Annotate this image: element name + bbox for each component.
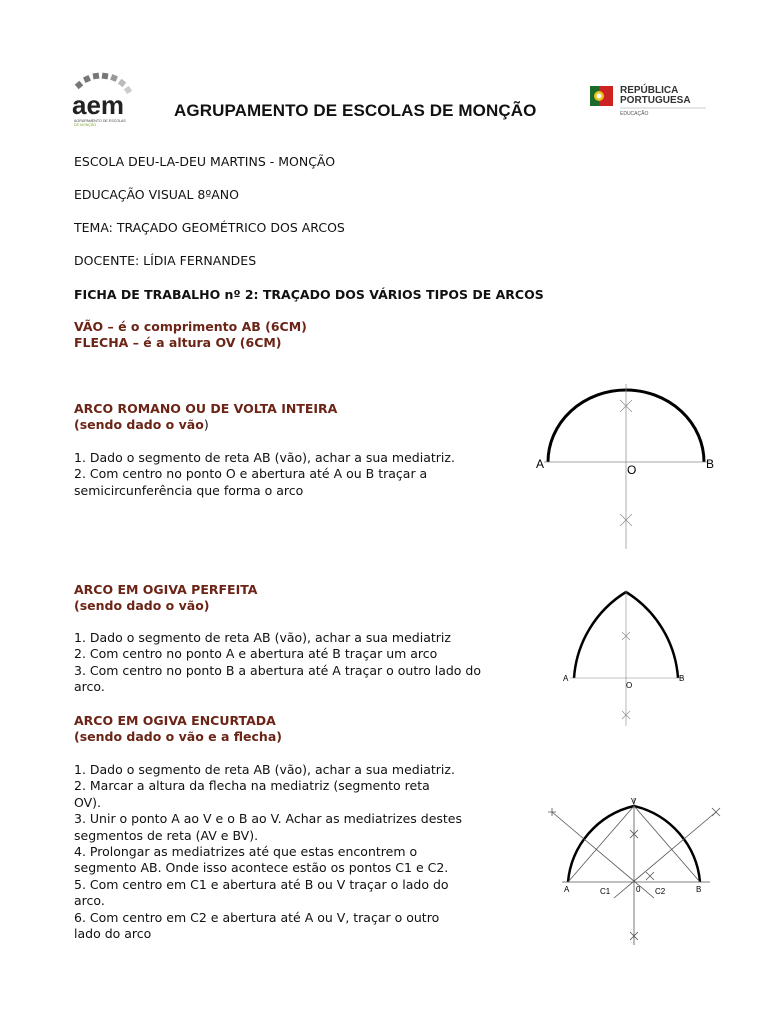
step-line: 2. Com centro no ponto O e abertura até A ou B traçar a	[74, 466, 428, 482]
step-line: 6. Com centro em C2 e abertura até A ou V, traçar o outro	[74, 909, 440, 925]
page-title: AGRUPAMENTO DE ESCOLAS DE MONÇÃO	[174, 101, 537, 120]
worksheet-title: FICHA DE TRABALHO nº 2: TRAÇADO DOS VÁRIOS TIPOS DE ARCOS	[74, 287, 544, 302]
label-c1: C1	[600, 887, 611, 896]
svg-text:AGRUPAMENTO DE ESCOLAS: AGRUPAMENTO DE ESCOLAS	[74, 119, 126, 123]
section-encurtada-steps	[74, 762, 462, 942]
label-a: A	[563, 674, 569, 683]
arco-ogiva-encurtada-diagram	[540, 790, 730, 950]
step-line: lado do arco	[74, 926, 152, 942]
section-encurtada-subtitle: (sendo dado o vão e a flecha)	[74, 729, 282, 744]
flag-icon	[590, 86, 613, 106]
step-line: 3. Unir o ponto A ao V e o B ao V. Achar as mediatrizes destes	[74, 811, 463, 827]
step-line: segmento AB. Onde isso acontece estão os pontos C1 e C2.	[74, 860, 449, 876]
step-line: 1. Dado o segmento de reta AB (vão), achar a sua mediatriz.	[74, 762, 455, 777]
step-line: 4. Prolongar as mediatrizes até que estas encontrem o	[74, 844, 418, 860]
label-o: O	[627, 463, 637, 477]
republica-logo	[588, 80, 712, 120]
svg-text:DE MONÇÃO: DE MONÇÃO	[74, 123, 97, 127]
step-line: 3. Com centro no ponto B a abertura até A traçar o outro lado do	[74, 662, 482, 678]
teacher-line: DOCENTE: LÍDIA FERNANDES	[74, 253, 257, 268]
section-romano-steps	[74, 450, 455, 499]
definition-vao: VÃO – é o comprimento AB (6CM)	[74, 319, 307, 334]
step-line: arco.	[74, 893, 105, 909]
step-line: segmentos de reta (AV e BV).	[74, 827, 259, 843]
definition-flecha: FLECHA – é a altura OV (6CM)	[74, 335, 282, 350]
svg-text:EDUCAÇÃO: EDUCAÇÃO	[620, 111, 649, 117]
step-line: 5. Com centro em C1 e abertura até B ou V traçar o lado do	[74, 876, 449, 892]
step-line: semicircunferência que forma o arco	[74, 482, 304, 498]
step-line: arco.	[74, 679, 105, 695]
logo-text: aem	[72, 90, 125, 120]
step-line: 1. Dado o segmento de reta AB (vão), achar a sua mediatriz	[74, 630, 451, 645]
section-ogiva-title: ARCO EM OGIVA PERFEITA	[74, 582, 258, 597]
label-v: V	[631, 797, 637, 806]
label-b: B	[679, 674, 685, 683]
label-a: A	[564, 885, 570, 894]
label-c2: C2	[655, 887, 666, 896]
arco-ogiva-diagram	[560, 580, 696, 730]
arco-romano-diagram	[530, 374, 730, 554]
section-encurtada-title: ARCO EM OGIVA ENCURTADA	[74, 713, 276, 728]
label-a: A	[536, 457, 545, 471]
label-b: B	[706, 457, 715, 471]
step-line: 2. Marcar a altura da flecha na mediatriz (segmento reta	[74, 778, 430, 794]
step-line: 1. Dado o segmento de reta AB (vão), achar a sua mediatriz.	[74, 450, 455, 465]
section-romano-subtitle: (sendo dado o vão)	[74, 417, 209, 432]
svg-text:REPÚBLICA: REPÚBLICA	[620, 85, 679, 96]
theme-line: TEMA: TRAÇADO GEOMÉTRICO DOS ARCOS	[74, 220, 345, 235]
school-logo	[70, 72, 140, 128]
label-o: 0	[636, 885, 641, 894]
school-name: ESCOLA DEU-LA-DEU MARTINS - MONÇÃO	[74, 154, 336, 169]
section-ogiva-steps	[74, 630, 481, 696]
svg-text:PORTUGUESA: PORTUGUESA	[620, 95, 691, 106]
step-line: 2. Com centro no ponto A e abertura até B traçar um arco	[74, 646, 438, 662]
subject-line: EDUCAÇÃO VISUAL 8ºANO	[74, 187, 239, 202]
label-b: B	[696, 885, 702, 894]
step-line: OV).	[74, 794, 102, 810]
section-romano-title: ARCO ROMANO OU DE VOLTA INTEIRA	[74, 401, 338, 416]
section-ogiva-subtitle: (sendo dado o vão)	[74, 598, 210, 613]
label-o: O	[626, 681, 633, 690]
